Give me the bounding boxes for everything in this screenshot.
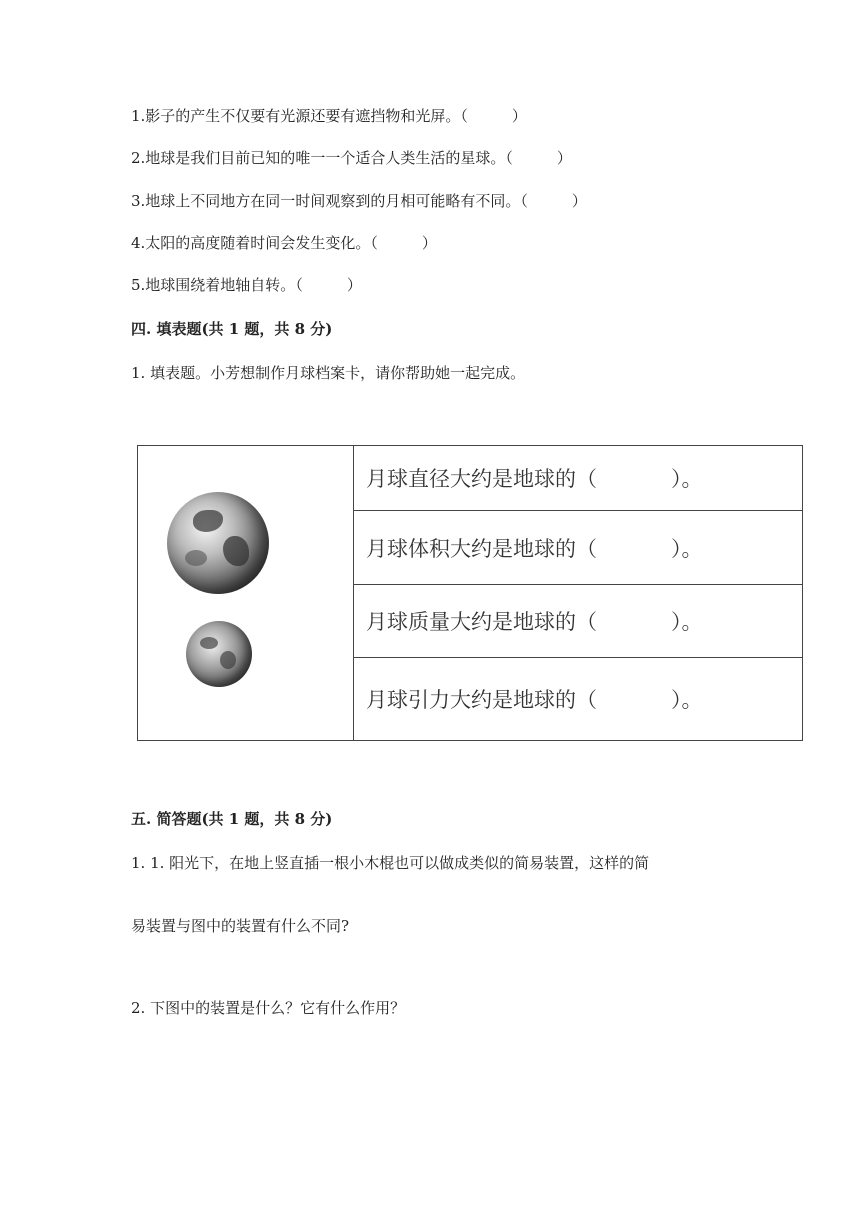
judgement-item-4 — [131, 232, 437, 253]
judgement-text: 4.太阳的高度随着时间会发生变化。 — [131, 234, 371, 252]
planet-image-cell — [138, 446, 354, 740]
answer-open: （ — [460, 107, 468, 125]
row-prefix: 月球引力大约是地球的（ — [366, 687, 597, 712]
moon-image — [186, 621, 252, 687]
judgement-text: 5.地球围绕着地轴自转。 — [131, 276, 296, 294]
answer-close: ） — [421, 234, 437, 252]
earth-image — [167, 492, 269, 594]
row-suffix: ）。 — [671, 467, 703, 491]
table-row — [354, 446, 802, 511]
judgement-item-3 — [131, 190, 587, 211]
section-5-question-2: 2. 下图中的装置是什么？它有什么作用？ — [131, 999, 406, 1017]
row-prefix: 月球质量大约是地球的（ — [366, 610, 597, 634]
section-5-heading: 五. 简答题(共 1 题，共 8 分) — [131, 810, 333, 828]
answer-close: ） — [556, 149, 572, 167]
judgement-item-1 — [131, 105, 527, 126]
judgement-text: 3.地球上不同地方在同一时间观察到的月相可能略有不同。 — [131, 192, 521, 210]
answer-close: ） — [571, 192, 587, 210]
judgement-text: 1.影子的产生不仅要有光源还要有遮挡物和光屏。 — [131, 107, 461, 125]
judgement-item-2 — [131, 147, 572, 168]
answer-close: ） — [346, 276, 362, 294]
row-suffix: ）。 — [671, 610, 703, 634]
answer-open: （ — [370, 234, 378, 252]
moon-profile-table — [137, 445, 803, 741]
section-5-question-1-line-1: 1. 1. 阳光下，在地上竖直插一根小木棍也可以做成类似的简易装置，这样的简 — [131, 854, 650, 872]
table-row — [354, 511, 802, 585]
answer-close: ） — [511, 107, 527, 125]
section-5-question-1-line-2: 易装置与图中的装置有什么不同? — [131, 917, 350, 935]
table-row — [354, 585, 802, 658]
answer-open: （ — [505, 149, 513, 167]
row-suffix: ）。 — [671, 687, 703, 712]
answer-open: （ — [295, 276, 303, 294]
section-4-question: 1. 填表题。小芳想制作月球档案卡，请你帮助她一起完成。 — [131, 364, 526, 382]
row-suffix: ）。 — [671, 536, 703, 561]
answer-open: （ — [520, 192, 528, 210]
row-prefix: 月球直径大约是地球的（ — [366, 467, 597, 491]
judgement-item-5 — [131, 274, 362, 295]
section-4-heading: 四. 填表题(共 1 题，共 8 分) — [131, 320, 333, 338]
row-prefix: 月球体积大约是地球的（ — [366, 536, 597, 561]
judgement-text: 2.地球是我们目前已知的唯一一个适合人类生活的星球。 — [131, 149, 506, 167]
table-row — [354, 658, 802, 739]
